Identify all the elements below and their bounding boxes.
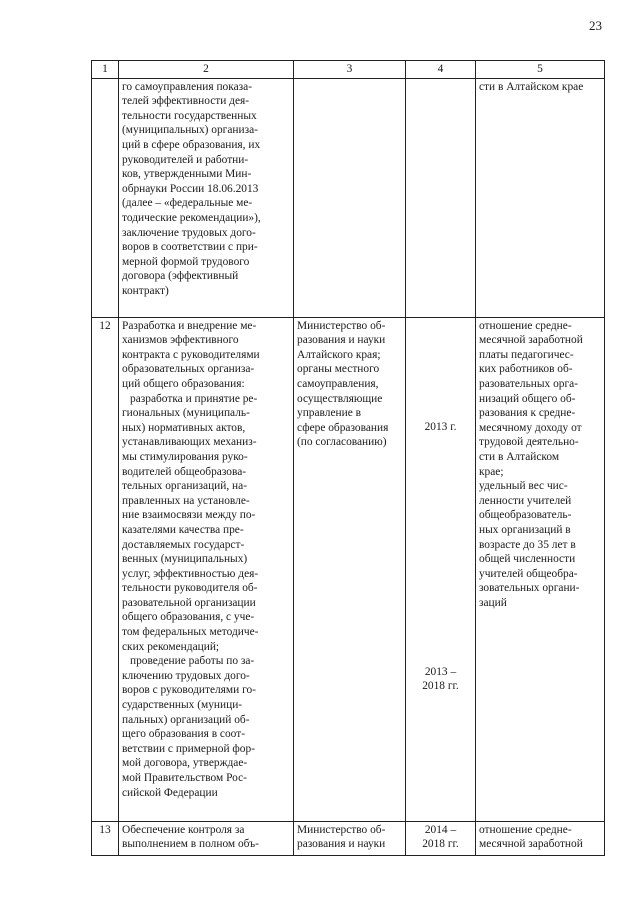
page-number: 23 <box>589 18 602 33</box>
text-line: учителей общеобра- <box>479 567 578 580</box>
text-line: 2014 – <box>424 823 457 836</box>
text-line: отношение средне- <box>479 823 572 836</box>
text-line: том федеральных методиче- <box>122 626 259 639</box>
text-line: месячной заработной <box>479 334 583 347</box>
text-line: разовательных орга- <box>479 377 578 390</box>
text-line: общего образования, с уче- <box>122 611 255 624</box>
text-line: разования к средне- <box>479 407 576 420</box>
row-number <box>92 78 119 317</box>
text-line: контракт) <box>122 284 169 297</box>
measure-text <box>119 821 294 855</box>
responsible-text <box>294 317 406 821</box>
text-line: 2013 – <box>424 665 457 678</box>
text-line: мы стимулирования руко- <box>122 450 248 463</box>
text-line: воров в соответствии с при- <box>122 241 258 254</box>
text-line: контракта с руководителями <box>122 348 260 361</box>
text-line: ханизмов эффективного <box>122 334 239 347</box>
header-cell-1: 1 <box>92 61 119 79</box>
text-line: тодические рекомендации»), <box>122 211 261 224</box>
text-line: казателями качества пре- <box>122 523 244 536</box>
text-line: ных организаций в <box>479 523 571 536</box>
text-line: телей эффективности дея- <box>122 95 250 108</box>
text-line: мой Правительством Рос- <box>122 772 247 784</box>
header-cell-2: 2 <box>119 61 294 79</box>
text-line: тельности государственных <box>122 109 257 122</box>
text-line: заключение трудовых дого- <box>122 226 256 239</box>
indicator-text <box>476 78 605 317</box>
text-line: низаций общего об- <box>479 392 576 405</box>
text-line: доставляемых государст- <box>122 538 245 551</box>
header-cell-5: 5 <box>476 61 605 79</box>
text-line: сударственных (муници- <box>122 699 243 712</box>
table-row-12 <box>92 317 605 821</box>
row-number: 12 <box>92 317 119 821</box>
header-row <box>92 61 605 79</box>
row-number: 13 <box>92 821 119 855</box>
responsible-text <box>294 78 406 317</box>
text-line: выполнением в полном объ- <box>122 838 259 851</box>
table-row-continuation <box>92 78 605 317</box>
text-line: мой договора, утверждае- <box>122 757 248 770</box>
text-line: ленности учителей <box>479 494 572 507</box>
text-line: месячной заработной <box>479 838 583 851</box>
text-line: ных) нормативных актов, <box>122 421 246 434</box>
text-line: самоуправления, <box>297 377 379 390</box>
text-line: пальных) организаций об- <box>122 713 250 726</box>
text-line: тельности руководителя об- <box>122 582 258 595</box>
deadline-text <box>406 821 476 855</box>
text-line: руководителей и работни- <box>122 153 249 166</box>
text-line: Министерство об- <box>297 319 386 332</box>
text-line: го самоуправления показа- <box>122 80 252 93</box>
text-line: проведение работы по за- <box>130 655 255 668</box>
text-line: Алтайского края; <box>297 348 381 361</box>
text-line: 2018 гг. <box>422 680 459 693</box>
text-line: Обеспечение контроля за <box>122 823 245 836</box>
text-line: сти в Алтайском <box>479 450 560 463</box>
text-line: ков, утвержденными Мин- <box>122 168 252 181</box>
text-line: общей численности <box>479 553 576 566</box>
text-line: мерной формой трудового <box>122 255 250 268</box>
text-line: (муниципальных) организа- <box>122 124 258 137</box>
text-line: договора (эффективный <box>122 270 239 283</box>
text-line: органы местного <box>297 363 380 376</box>
text-line: отношение средне- <box>479 319 572 332</box>
text-line: ключению трудовых дого- <box>122 669 250 682</box>
measures-table <box>91 60 605 856</box>
text-line: платы педагогичес- <box>479 348 574 361</box>
text-line: зовательных органи- <box>479 582 580 595</box>
text-line: ций общего образования: <box>122 377 245 390</box>
text-line: возрасте до 35 лет в <box>479 538 576 551</box>
text-line: водителей общеобразова- <box>122 465 247 478</box>
text-line: гиональных (муниципаль- <box>122 407 250 420</box>
table-row-13 <box>92 821 605 855</box>
text-line: осуществляющие <box>297 392 383 405</box>
text-line: ских рекомендаций; <box>122 640 220 653</box>
text-line: сти в Алтайском крае <box>479 80 584 93</box>
measure-text <box>119 78 294 317</box>
text-line: разработка и принятие ре- <box>130 392 258 405</box>
text-line: образовательных организа- <box>122 363 255 376</box>
measure-text <box>119 317 294 821</box>
text-line: щего образования в соот- <box>122 728 245 741</box>
text-line: сийской Федерации <box>122 786 218 799</box>
deadline-cell <box>406 317 476 821</box>
text-line: обрнауки России 18.06.2013 <box>122 182 259 195</box>
text-line: воров с руководителями го- <box>122 684 256 697</box>
deadline-text-2013: 2013 г. <box>424 420 457 433</box>
text-line: ких работников об- <box>479 363 573 376</box>
responsible-text <box>294 821 406 855</box>
header-cell-4: 4 <box>406 61 476 79</box>
text-line: ветствии с примерной фор- <box>122 742 255 755</box>
text-line: правленных на установле- <box>122 494 250 507</box>
indicator-text <box>476 821 605 855</box>
text-line: сфере образования <box>297 421 389 434</box>
text-line: (далее – «федеральные ме- <box>122 197 253 210</box>
text-line: ние взаимосвязи между по- <box>122 509 256 522</box>
text-line: (по согласованию) <box>297 436 387 449</box>
header-cell-3: 3 <box>294 61 406 79</box>
text-line: разовательной организации <box>122 596 256 609</box>
text-line: услуг, эффективностью дея- <box>122 567 259 580</box>
text-line: трудовой деятельно- <box>479 436 579 449</box>
text-line: месячному доходу от <box>479 421 582 434</box>
text-line: Министерство об- <box>297 823 386 836</box>
text-line: устанавливающих механиз- <box>122 436 257 449</box>
text-line: удельный вес чис- <box>479 480 568 493</box>
text-line: разования и науки <box>297 838 386 851</box>
text-line: заций <box>479 596 507 609</box>
text-line: общеобразователь- <box>479 509 572 522</box>
text-line: тельных организаций, на- <box>122 480 247 493</box>
text-line: управление в <box>297 407 361 420</box>
text-line: 2018 гг. <box>422 838 459 851</box>
text-line: ций в сфере образования, их <box>122 138 261 151</box>
indicator-text <box>476 317 605 821</box>
text-line: венных (муниципальных) <box>122 553 248 566</box>
text-line: крае; <box>479 465 504 478</box>
text-line: разования и науки <box>297 334 386 347</box>
deadline-text <box>406 78 476 317</box>
text-line: Разработка и внедрение ме- <box>122 319 257 332</box>
deadline-text-2013-2018 <box>406 665 475 694</box>
